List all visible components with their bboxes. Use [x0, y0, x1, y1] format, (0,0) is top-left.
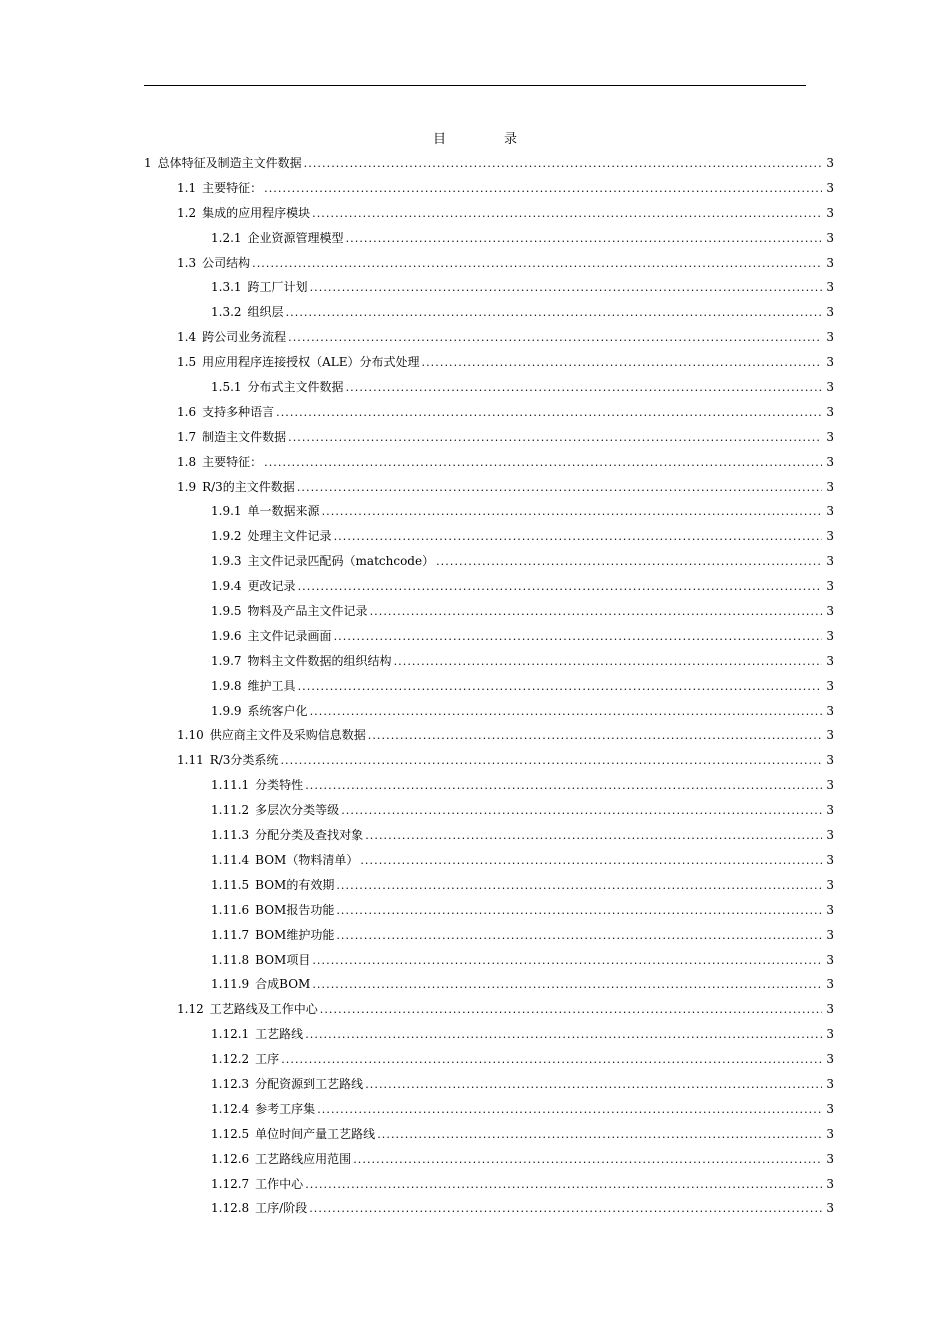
toc-entry-title: 跨工厂计划 — [247, 280, 308, 295]
toc-entry-title: 物料及产品主文件记录 — [247, 604, 368, 619]
toc-dot-leader — [336, 874, 822, 899]
toc-entry-title: 分布式主文件数据 — [247, 380, 344, 395]
toc-entry-number: 1.3.1 — [211, 280, 242, 295]
toc-entry-title: 工作中心 — [255, 1176, 304, 1191]
toc-entry-page: 3 — [826, 504, 834, 519]
toc-entry-page: 3 — [826, 952, 834, 967]
toc-entry-page: 3 — [826, 703, 834, 718]
toc-entry-title: 工艺路线及工作中心 — [209, 1002, 318, 1017]
toc-dot-leader — [305, 1023, 822, 1048]
toc-entry-title: 主文件记录画面 — [247, 628, 332, 643]
toc-entry-page: 3 — [826, 380, 834, 395]
toc-entry-title: 总体特征及制造主文件数据 — [157, 156, 302, 170]
toc-entry-number: 1.9.7 — [211, 653, 242, 668]
toc-dot-leader — [286, 301, 822, 326]
toc-dot-leader — [370, 600, 822, 625]
toc-entry-title: 集成的应用程序模块 — [202, 205, 311, 220]
toc-entry-number: 1.3 — [177, 255, 197, 270]
toc-entry-title: 分类特性 — [255, 778, 304, 793]
toc-entry-page: 3 — [826, 404, 834, 419]
toc-entry[interactable] — [144, 923, 834, 948]
toc-dot-leader — [309, 1197, 822, 1222]
toc-dot-leader — [305, 1173, 822, 1198]
toc-entry-page: 3 — [826, 803, 834, 818]
toc-entry[interactable] — [144, 699, 834, 724]
toc-dot-leader — [288, 426, 822, 451]
toc-entry-number: 1.1 — [177, 180, 197, 195]
toc-entry-number: 1.11.6 — [211, 902, 250, 917]
toc-dot-leader — [252, 252, 822, 277]
toc-dot-leader — [346, 227, 822, 252]
toc-entry[interactable] — [144, 773, 834, 798]
toc-entry-number: 1.4 — [177, 330, 197, 345]
toc-entry-title: BOM报告功能 — [255, 902, 335, 917]
toc-entry-number: 1.9.6 — [211, 628, 242, 643]
toc-dot-leader — [312, 202, 822, 227]
toc-entry-number: 1.9.2 — [211, 529, 242, 544]
toc-entry-title: 主文件记录匹配码（matchcode） — [247, 554, 435, 569]
toc-entry-number: 1.9.1 — [211, 504, 242, 519]
toc-entry-page: 3 — [826, 778, 834, 793]
toc-entry-number: 1.11.4 — [211, 852, 250, 867]
toc-entry[interactable] — [144, 475, 834, 500]
toc-entry[interactable] — [144, 997, 834, 1022]
toc-entry-number: 1.12.1 — [211, 1027, 250, 1042]
toc-entry-title: 供应商主文件及采购信息数据 — [209, 728, 366, 743]
toc-entry-number: 1.8 — [177, 454, 197, 469]
toc-entry-number: 1.9.4 — [211, 579, 242, 594]
toc-entry-number: 1.7 — [177, 429, 197, 444]
toc-entry-page: 3 — [826, 852, 834, 867]
toc-entry[interactable] — [144, 325, 834, 350]
toc-entry-title: 工艺路线 — [255, 1027, 304, 1042]
toc-entry-title: R/3分类系统 — [209, 753, 279, 768]
toc-entry-title: 主要特征： — [202, 180, 263, 195]
toc-dot-leader — [281, 1048, 822, 1073]
toc-title-part1: 目 — [432, 132, 446, 147]
toc-entry-number: 1.5 — [177, 355, 197, 370]
toc-entry-title: 组织层 — [247, 305, 284, 320]
toc-entry-number: 1.12.2 — [211, 1052, 250, 1067]
toc-entry-title: 系统客户化 — [247, 703, 308, 718]
toc-entry[interactable] — [144, 524, 834, 549]
toc-entry-page: 3 — [826, 628, 834, 643]
toc-dot-leader — [310, 700, 822, 725]
toc-entry[interactable] — [144, 251, 834, 276]
toc-entry-title: 工艺路线应用范围 — [255, 1151, 352, 1166]
toc-dot-leader — [334, 525, 822, 550]
toc-dot-leader — [394, 650, 822, 675]
toc-entry-title: BOM维护功能 — [255, 927, 335, 942]
toc-entry-page: 3 — [826, 1052, 834, 1067]
toc-entry[interactable] — [144, 275, 834, 300]
header-rule — [144, 85, 806, 86]
toc-entry-title: 更改记录 — [247, 579, 296, 594]
toc-entry-number: 1.11.8 — [211, 952, 250, 967]
toc-entry-title: 制造主文件数据 — [202, 429, 287, 444]
toc-dot-leader — [365, 1073, 822, 1098]
toc-entry[interactable] — [144, 972, 834, 997]
toc-entry-number: 1.11 — [177, 753, 204, 768]
toc-entry-page: 3 — [826, 653, 834, 668]
toc-entry-number: 1.11.9 — [211, 977, 250, 992]
toc-dot-leader — [322, 500, 822, 525]
toc-entry-title: 分配分类及查找对象 — [255, 828, 364, 843]
toc-entry[interactable] — [144, 300, 834, 325]
toc-entry-page: 3 — [826, 180, 834, 195]
toc-entry-number: 1.12.8 — [211, 1201, 250, 1216]
toc-entry-page: 3 — [826, 429, 834, 444]
toc-entry-number: 1.11.1 — [211, 778, 250, 793]
toc-entry-title: 维护工具 — [247, 678, 296, 693]
toc-entry-page: 3 — [826, 1101, 834, 1116]
toc-dot-leader — [346, 376, 822, 401]
toc-entry-page: 3 — [826, 728, 834, 743]
toc-entry-number: 1.2 — [177, 205, 197, 220]
toc-entry-title: 多层次分类等级 — [255, 803, 340, 818]
toc-dot-leader — [297, 476, 822, 501]
toc-entry[interactable] — [144, 499, 834, 524]
toc-entry-page: 3 — [826, 255, 834, 270]
toc-entry-page: 3 — [826, 828, 834, 843]
toc-entry[interactable] — [144, 1172, 834, 1197]
toc-entry-number: 1.11.3 — [211, 828, 250, 843]
toc-entry-page: 3 — [826, 529, 834, 544]
toc-entry-number: 1.12.3 — [211, 1076, 250, 1091]
toc-entry-page: 3 — [826, 355, 834, 370]
toc-dot-leader — [305, 774, 822, 799]
toc-dot-leader — [317, 1098, 822, 1123]
toc-entry-page: 3 — [826, 579, 834, 594]
toc-dot-leader — [276, 401, 822, 426]
toc-entry-number: 1 — [144, 156, 152, 170]
toc-entry-page: 3 — [826, 280, 834, 295]
toc-entry[interactable] — [144, 400, 834, 425]
toc-dot-leader — [264, 451, 822, 476]
toc-entry-page: 3 — [826, 330, 834, 345]
toc-entry[interactable] — [144, 375, 834, 400]
toc-entry-title: 用应用程序连接授权（ALE）分布式处理 — [202, 355, 420, 370]
toc-title-part2: 录 — [504, 132, 518, 147]
toc-entry[interactable] — [144, 898, 834, 923]
toc-entry-page: 3 — [826, 1176, 834, 1191]
toc-entry[interactable] — [144, 624, 834, 649]
toc-entry[interactable] — [144, 176, 834, 201]
toc-entry-title: BOM项目 — [255, 952, 311, 967]
toc-dot-leader — [436, 550, 822, 575]
toc-entry-title: 物料主文件数据的组织结构 — [247, 653, 392, 668]
toc-entry-page: 3 — [826, 454, 834, 469]
toc-entry-number: 1.11.2 — [211, 803, 250, 818]
toc-entry[interactable] — [144, 1122, 834, 1147]
toc-entry[interactable] — [144, 350, 834, 375]
toc-entry[interactable] — [144, 1022, 834, 1047]
toc-entry[interactable] — [144, 848, 834, 873]
toc-entry-page: 3 — [826, 1126, 834, 1141]
toc-dot-leader — [280, 749, 822, 774]
toc-entry[interactable] — [144, 574, 834, 599]
toc-entry-title: 工序 — [255, 1052, 280, 1067]
toc-entry-page: 3 — [826, 1027, 834, 1042]
toc-entry-page: 3 — [826, 1201, 834, 1216]
toc-entry-title: 企业资源管理模型 — [247, 230, 344, 245]
toc-entry[interactable] — [144, 599, 834, 624]
toc-entry[interactable] — [144, 151, 834, 176]
toc-entry-title: 工序/阶段 — [255, 1201, 308, 1216]
toc-entry-number: 1.9.8 — [211, 678, 242, 693]
toc-dot-leader — [264, 177, 822, 202]
toc-entry-page: 3 — [826, 1151, 834, 1166]
toc-entry-title: 跨公司业务流程 — [202, 330, 287, 345]
toc-entry-number: 1.12.7 — [211, 1176, 250, 1191]
toc-entry[interactable] — [144, 873, 834, 898]
toc-dot-leader — [310, 276, 822, 301]
toc-entry-page: 3 — [826, 479, 834, 494]
toc-dot-leader — [288, 326, 822, 351]
toc-entry-number: 1.9.5 — [211, 604, 242, 619]
toc-entry-number: 1.5.1 — [211, 380, 242, 395]
toc-entry-page: 3 — [826, 902, 834, 917]
toc-title — [0, 128, 950, 147]
toc-entry[interactable] — [144, 1196, 834, 1221]
toc-dot-leader — [336, 924, 822, 949]
toc-entry-page: 3 — [826, 230, 834, 245]
toc-entry-number: 1.11.7 — [211, 927, 250, 942]
toc-entry[interactable] — [144, 674, 834, 699]
toc-entry[interactable] — [144, 723, 834, 748]
toc-entry-page: 3 — [826, 1076, 834, 1091]
toc-dot-leader — [360, 849, 822, 874]
toc-list — [144, 151, 834, 1221]
toc-entry-page: 3 — [826, 753, 834, 768]
toc-entry-title: 合成BOM — [255, 977, 311, 992]
toc-dot-leader — [422, 351, 823, 376]
toc-entry-page: 3 — [826, 305, 834, 320]
toc-entry-title: BOM的有效期 — [255, 877, 335, 892]
toc-entry-number: 1.9.3 — [211, 554, 242, 569]
toc-entry-number: 1.12.6 — [211, 1151, 250, 1166]
toc-entry-number: 1.12.4 — [211, 1101, 250, 1116]
toc-entry[interactable] — [144, 1047, 834, 1072]
toc-dot-leader — [377, 1123, 822, 1148]
toc-entry[interactable] — [144, 1072, 834, 1097]
toc-dot-leader — [334, 625, 822, 650]
toc-entry-title: 单位时间产量工艺路线 — [255, 1126, 376, 1141]
toc-entry-number: 1.9.9 — [211, 703, 242, 718]
toc-entry[interactable] — [144, 948, 834, 973]
toc-dot-leader — [353, 1148, 822, 1173]
toc-entry[interactable] — [144, 226, 834, 251]
toc-entry-page: 3 — [826, 927, 834, 942]
toc-entry-title: 公司结构 — [202, 255, 251, 270]
toc-entry-number: 1.10 — [177, 728, 204, 743]
toc-entry[interactable] — [144, 450, 834, 475]
toc-dot-leader — [368, 724, 822, 749]
toc-entry-number: 1.6 — [177, 404, 197, 419]
toc-dot-leader — [365, 824, 822, 849]
toc-entry[interactable] — [144, 549, 834, 574]
toc-entry-number: 1.2.1 — [211, 230, 242, 245]
toc-entry-number: 1.12 — [177, 1002, 204, 1017]
toc-entry-page: 3 — [826, 604, 834, 619]
toc-entry-title: 分配资源到工艺路线 — [255, 1076, 364, 1091]
toc-entry-title: 主要特征： — [202, 454, 263, 469]
toc-entry-title: 参考工序集 — [255, 1101, 316, 1116]
toc-entry-title: 处理主文件记录 — [247, 529, 332, 544]
toc-entry[interactable] — [144, 1147, 834, 1172]
toc-dot-leader — [298, 675, 822, 700]
toc-dot-leader — [341, 799, 822, 824]
toc-entry-page: 3 — [826, 554, 834, 569]
toc-dot-leader — [298, 575, 822, 600]
toc-entry-number: 1.12.5 — [211, 1126, 250, 1141]
toc-entry-title: BOM（物料清单） — [255, 852, 359, 867]
toc-entry-number: 1.11.5 — [211, 877, 250, 892]
toc-entry-number: 1.3.2 — [211, 305, 242, 320]
toc-entry-title: 单一数据来源 — [247, 504, 320, 519]
toc-dot-leader — [312, 973, 822, 998]
toc-entry[interactable] — [144, 201, 834, 226]
toc-entry-page: 3 — [826, 1002, 834, 1017]
toc-entry-page: 3 — [826, 156, 834, 170]
toc-entry-number: 1.9 — [177, 479, 197, 494]
toc-dot-leader — [320, 998, 822, 1023]
toc-entry-page: 3 — [826, 877, 834, 892]
toc-entry[interactable] — [144, 798, 834, 823]
toc-dot-leader — [312, 949, 822, 974]
toc-entry-title: 支持多种语言 — [202, 404, 275, 419]
toc-dot-leader — [304, 152, 822, 177]
toc-entry[interactable] — [144, 1097, 834, 1122]
toc-entry[interactable] — [144, 823, 834, 848]
toc-entry-page: 3 — [826, 678, 834, 693]
toc-dot-leader — [336, 899, 822, 924]
toc-entry-page: 3 — [826, 977, 834, 992]
toc-entry-page: 3 — [826, 205, 834, 220]
toc-entry[interactable] — [144, 649, 834, 674]
toc-entry[interactable] — [144, 748, 834, 773]
toc-entry-title: R/3的主文件数据 — [202, 479, 295, 494]
toc-entry[interactable] — [144, 425, 834, 450]
